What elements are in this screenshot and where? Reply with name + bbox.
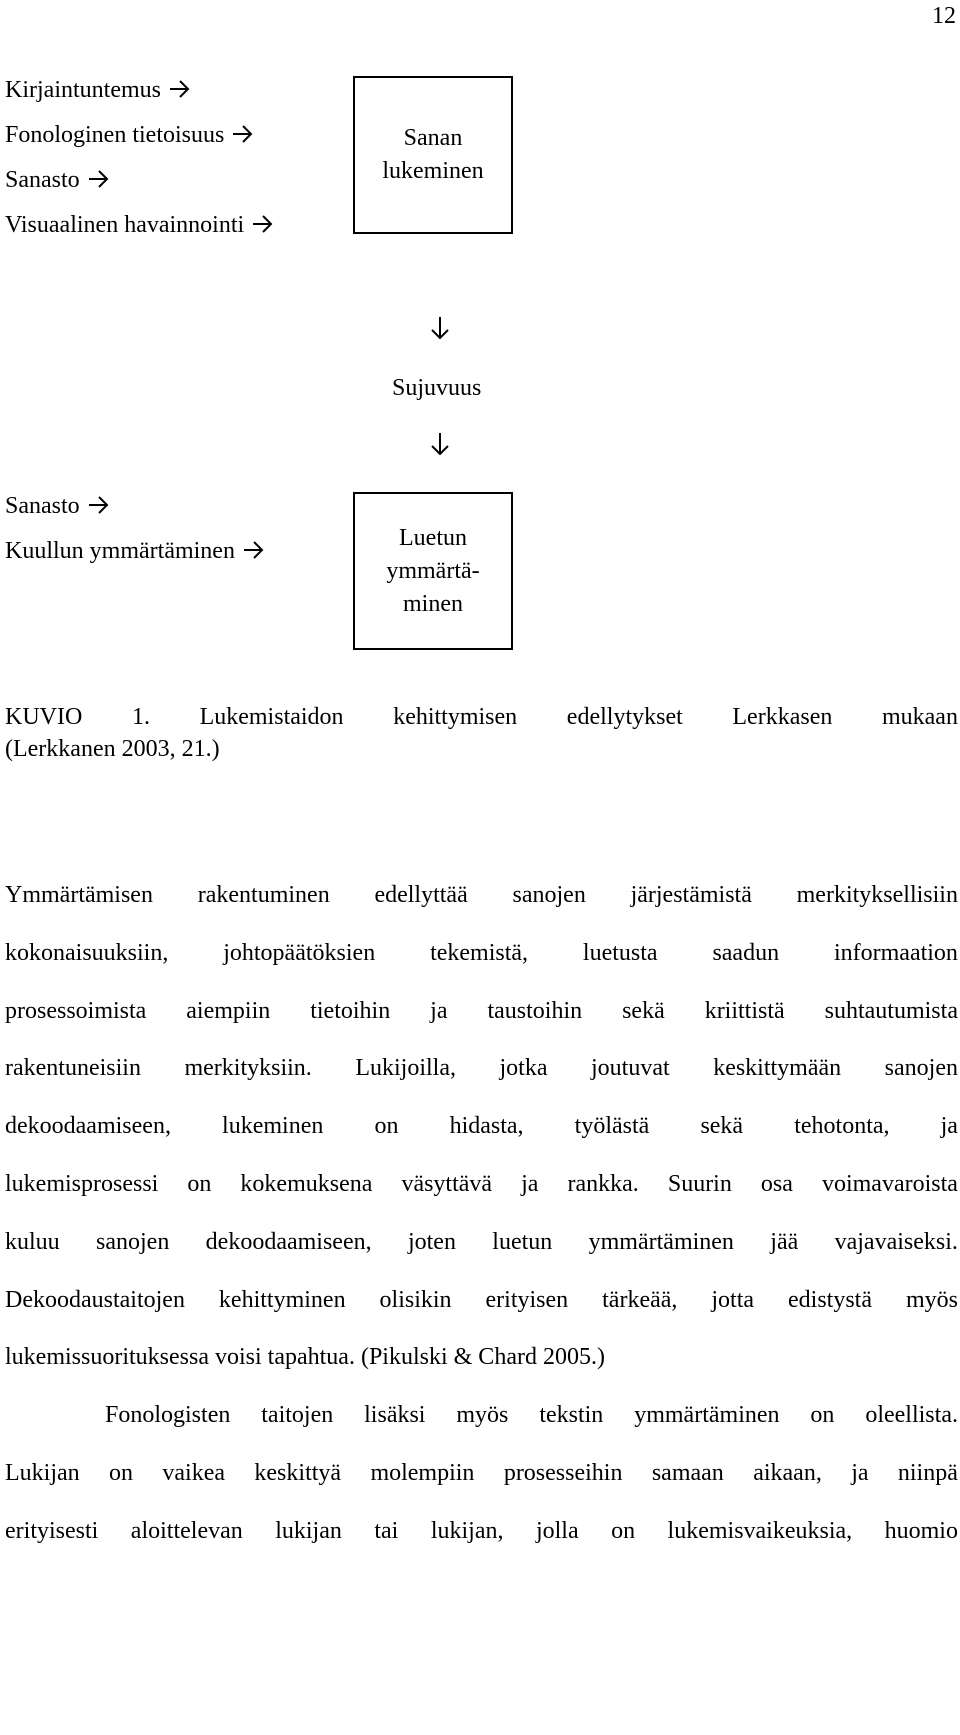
- word: jotta: [711, 1286, 755, 1313]
- word: lukemisvaikeuksia,: [667, 1517, 853, 1544]
- caption-word: kehittymisen: [393, 704, 518, 730]
- word: Ymmärtämisen: [5, 882, 153, 908]
- caption-word: Lukemistaidon: [199, 704, 344, 730]
- paragraph-line: [5, 867, 958, 925]
- word: myös: [456, 1402, 509, 1428]
- word: sanojen: [96, 1228, 170, 1255]
- word: kokemuksena: [240, 1170, 373, 1197]
- word: on: [611, 1517, 636, 1544]
- word: saadun: [712, 939, 780, 966]
- word: erityisesti: [5, 1517, 99, 1544]
- word: erityisen: [485, 1286, 569, 1313]
- paragraph-line: [5, 1445, 958, 1503]
- paragraph-line: [5, 1156, 958, 1214]
- word: lukeminen: [222, 1113, 324, 1140]
- word: ja: [430, 997, 448, 1024]
- word: taustoihin: [487, 997, 583, 1024]
- word: ymmärtäminen: [588, 1228, 734, 1255]
- word: suhtautumista: [824, 997, 958, 1024]
- word: sekä: [700, 1113, 744, 1140]
- word: molempiin: [370, 1459, 475, 1486]
- caption-line: [5, 701, 958, 733]
- word: kriittistä: [704, 997, 785, 1024]
- word: on: [374, 1113, 399, 1140]
- word: oleellista.: [865, 1402, 958, 1428]
- caption-word: Lerkkasen: [732, 704, 833, 730]
- arrow-down-icon: [429, 316, 451, 340]
- diagram-item-fonologinen: [5, 121, 254, 149]
- word: on: [187, 1170, 212, 1197]
- word: rakentuneisiin: [5, 1055, 141, 1082]
- word: vajavaiseksi.: [834, 1228, 958, 1255]
- diagram-item-label: Sanasto: [5, 167, 80, 193]
- paragraph-line: lukemissuorituksessa voisi tapahtua. (Pikulski & Chard 2005.): [5, 1344, 605, 1371]
- word: taitojen: [261, 1402, 334, 1428]
- word: hidasta,: [449, 1113, 524, 1140]
- arrow-right-icon: [252, 214, 274, 234]
- page-number: 12: [932, 3, 956, 29]
- word: keskittymään: [713, 1055, 842, 1082]
- word: aikaan,: [753, 1459, 822, 1486]
- word: keskittyä: [254, 1459, 342, 1486]
- word: jää: [770, 1228, 799, 1255]
- diagram-item-label: Visuaalinen havainnointi: [5, 212, 245, 238]
- paragraph-1: [5, 867, 958, 1387]
- caption-word: KUVIO: [5, 704, 83, 730]
- word: edellyttää: [374, 882, 468, 908]
- word: vaikea: [162, 1459, 226, 1486]
- word: dekoodaamiseen,: [205, 1228, 372, 1255]
- paragraph-line: [5, 1387, 958, 1445]
- word: joten: [407, 1228, 456, 1255]
- word: aloittelevan: [130, 1517, 243, 1544]
- arrow-right-icon: [232, 124, 254, 144]
- word: kehittyminen: [218, 1286, 346, 1313]
- word: dekoodaamiseen,: [5, 1113, 171, 1140]
- arrow-right-icon: [243, 540, 265, 560]
- word: huomio: [884, 1517, 958, 1544]
- word: lukijan,: [430, 1517, 504, 1544]
- diagram-item-sanasto-2: [5, 492, 110, 520]
- word: tekstin: [539, 1402, 604, 1428]
- paragraph-line: [5, 1214, 958, 1272]
- word: merkityksellisiin: [796, 882, 958, 908]
- word: sanojen: [884, 1055, 958, 1082]
- word: ymmärtäminen: [634, 1402, 780, 1428]
- word: osa: [760, 1170, 793, 1197]
- diagram-item-kirjaintuntemus: [5, 76, 191, 104]
- word: Fonologisten: [105, 1402, 231, 1428]
- diagram-item-kuullun: [5, 537, 265, 565]
- word: on: [810, 1402, 835, 1428]
- word: lukemisprosessi: [5, 1170, 159, 1197]
- arrow-right-icon: [88, 169, 110, 189]
- arrow-right-icon: [88, 495, 110, 515]
- word: myös: [905, 1286, 958, 1313]
- word: kokonaisuuksiin,: [5, 939, 169, 966]
- word: väsyttävä: [401, 1170, 493, 1197]
- box-label: Sanan lukeminen: [382, 125, 484, 184]
- word: johtopäätöksien: [223, 939, 376, 966]
- paragraph-line: [5, 1503, 958, 1561]
- word: sanojen: [512, 882, 586, 908]
- paragraph-line: [5, 925, 958, 983]
- word: ja: [851, 1459, 869, 1486]
- diagram-label-sujuvuus: Sujuvuus: [392, 375, 482, 401]
- word: jolla: [535, 1517, 579, 1544]
- word: luetusta: [582, 939, 658, 966]
- word: prosessoimista: [5, 997, 147, 1024]
- word: lisäksi: [364, 1402, 426, 1428]
- diagram-item-visuaalinen: [5, 211, 274, 239]
- word: samaan: [651, 1459, 724, 1486]
- word: ja: [940, 1113, 958, 1140]
- word: ja: [521, 1170, 539, 1197]
- paragraph-line: [5, 1040, 958, 1098]
- word: järjestämistä: [630, 882, 752, 908]
- word: tietoihin: [310, 997, 391, 1024]
- diagram-item-label: Kuullun ymmärtäminen: [5, 538, 235, 564]
- figure-caption: [5, 701, 958, 765]
- word: Dekoodaustaitojen: [5, 1286, 185, 1313]
- paragraph-line: [5, 1272, 958, 1330]
- word: työlästä: [574, 1113, 650, 1140]
- word: joutuvat: [591, 1055, 670, 1082]
- diagram-item-label: Kirjaintuntemus: [5, 77, 161, 103]
- word: rakentuminen: [197, 882, 330, 908]
- word: olisikin: [379, 1286, 452, 1313]
- word: on: [109, 1459, 134, 1486]
- box-sanan-lukeminen: [353, 76, 513, 234]
- word: Lukijoilla,: [355, 1055, 456, 1082]
- arrow-down-icon: [429, 432, 451, 456]
- paragraph-line: [5, 1098, 958, 1156]
- diagram-item-label: Fonologinen tietoisuus: [5, 122, 225, 148]
- word: tärkeää,: [602, 1286, 678, 1313]
- caption-word: 1.: [131, 704, 150, 730]
- word: kuluu: [5, 1228, 60, 1255]
- caption-word: mukaan: [881, 704, 958, 730]
- word: lukijan: [275, 1517, 342, 1544]
- word: voimavaroista: [821, 1170, 958, 1197]
- word: Suurin: [667, 1170, 732, 1197]
- word: tehotonta,: [794, 1113, 890, 1140]
- word: tekemistä,: [430, 939, 529, 966]
- word: edistystä: [788, 1286, 873, 1313]
- diagram-item-label: Sanasto: [5, 493, 80, 519]
- diagram-item-sanasto-1: [5, 166, 110, 194]
- caption-word: edellytykset: [566, 704, 683, 730]
- word: sekä: [622, 997, 665, 1024]
- word: aiempiin: [186, 997, 271, 1024]
- word: merkityksiin.: [184, 1055, 312, 1082]
- word: informaation: [833, 939, 958, 966]
- paragraph-2: [5, 1387, 958, 1560]
- caption-line: (Lerkkanen 2003, 21.): [5, 736, 220, 762]
- word: Lukijan: [5, 1459, 80, 1486]
- word: luetun: [492, 1228, 553, 1255]
- word: rankka.: [567, 1170, 639, 1197]
- paragraph-line: [5, 983, 958, 1041]
- word: tai: [374, 1517, 399, 1544]
- box-label: Luetun ymmärtä- minen: [386, 524, 480, 617]
- word: jotka: [499, 1055, 548, 1082]
- word: prosesseihin: [503, 1459, 623, 1486]
- arrow-right-icon: [169, 79, 191, 99]
- box-luetun-ymmartaminen: [353, 492, 513, 650]
- word: niinpä: [897, 1459, 958, 1486]
